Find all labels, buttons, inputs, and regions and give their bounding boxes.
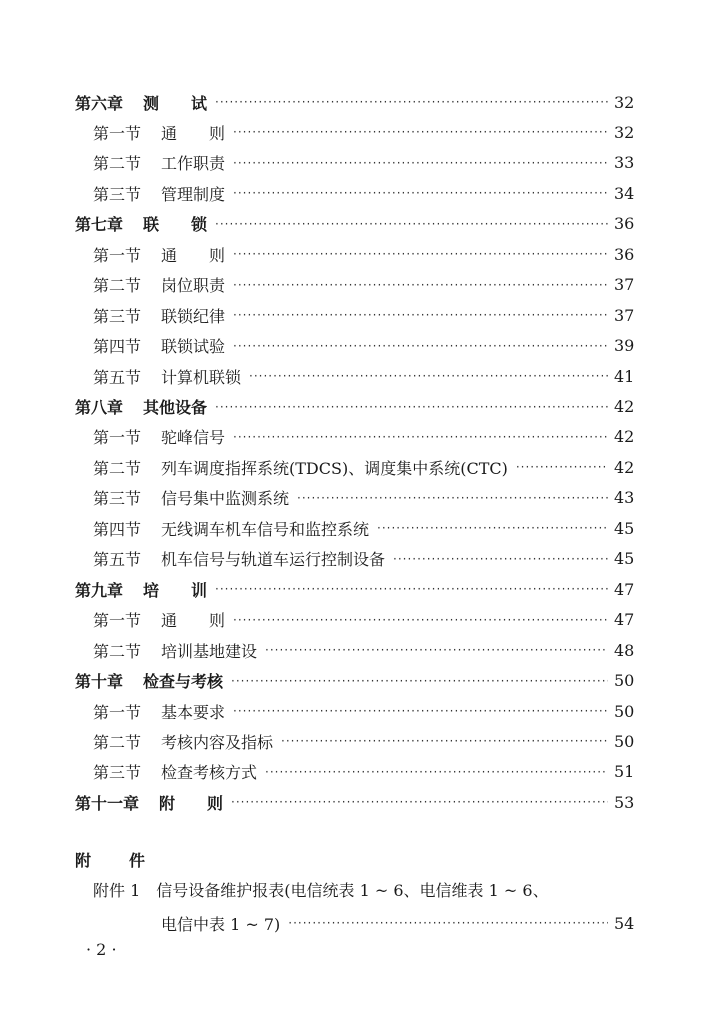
toc-entry-title: 驼峰信号 [161,428,226,448]
toc-entry-page: 37 [614,305,635,325]
toc-entry-page: 37 [614,275,635,295]
toc-entry-title: 附 则 [159,793,224,813]
toc-entry-label: 第一节 [93,123,142,143]
toc-section-row[interactable] [93,635,634,665]
toc-entry-label: 第五节 [93,550,142,570]
toc-entry-label: 第一节 [93,611,142,631]
toc-entry-label: 第四节 [93,519,142,539]
leader-dots [233,422,608,452]
toc-entry-title: 无线调车机车信号和监控系统 [161,519,370,539]
toc-entry-label: 第三节 [93,763,142,783]
toc-entry-label: 第二节 [93,458,142,478]
toc-entry-page: 41 [614,366,635,386]
toc-entry-label: 第二节 [93,732,142,752]
leader-dots [265,757,608,787]
toc-entry-title: 通 则 [161,123,226,143]
toc-section-row[interactable] [93,300,634,330]
toc-entry-label: 第九章 [75,580,124,600]
appendix-item-label: 附件 1 [93,881,141,900]
appendix-item-title-line1: 信号设备维护报表(电信统表 1 ~ 6、电信维表 1 ~ 6、 [156,881,549,900]
toc-entry-title: 通 则 [161,611,226,631]
leader-dots [233,117,608,147]
toc-entry-title: 培 训 [143,580,208,600]
toc-entry-title: 机车信号与轨道车运行控制设备 [161,550,386,570]
toc-entry-title: 检查考核方式 [161,763,258,783]
toc-section-row[interactable] [93,117,634,147]
leader-dots [288,908,608,938]
toc-entry-label: 第十一章 [75,793,140,813]
toc-section-row[interactable] [93,605,634,635]
toc-entry-page: 42 [614,397,635,416]
appendix-item-page: 54 [614,913,635,933]
toc-entry-label: 第六章 [75,93,124,113]
leader-dots [231,666,608,696]
toc-section-row[interactable] [93,361,634,391]
toc-entry-label: 第三节 [93,184,142,204]
toc-entry-page: 48 [614,640,635,660]
toc-entry-title: 其他设备 [143,398,208,417]
leader-dots [233,270,608,300]
toc-entry-page: 50 [614,731,635,751]
leader-dots [215,392,608,422]
toc-entry-label: 第四节 [93,337,142,357]
leader-dots [215,87,608,117]
toc-entry-label: 第七章 [75,215,124,235]
toc-entry-title: 测 试 [143,93,208,113]
toc-entry-page: 51 [614,762,635,782]
toc-entry-title: 列车调度指挥系统(TDCS)、调度集中系统(CTC) [161,458,508,478]
toc-entry-title: 检查与考核 [143,672,224,692]
toc-section-row[interactable] [93,270,634,300]
toc-entry-page: 34 [614,183,635,203]
toc-chapter-row[interactable] [75,87,634,117]
toc-entry-page: 42 [614,427,635,447]
leader-dots [233,696,608,726]
leader-dots [231,787,608,817]
toc-section-row[interactable] [93,483,634,513]
toc-entry-title: 工作职责 [161,154,226,174]
toc-section-row[interactable] [93,726,634,756]
leader-dots [215,574,608,604]
appendix-item-line1 [93,878,549,901]
toc-entry-title: 联锁试验 [161,337,226,357]
toc-entry-page: 43 [614,488,635,508]
toc-entry-page: 50 [614,701,635,721]
toc-entry-title: 基本要求 [161,702,226,722]
toc-entry-page: 45 [614,518,635,538]
toc-entry-label: 第三节 [93,306,142,326]
toc-entry-page: 47 [614,610,635,630]
toc-entry-label: 第三节 [93,489,142,509]
toc-entry-page: 32 [614,92,635,112]
toc-entry-page: 53 [614,792,635,812]
toc-entry-label: 第五节 [93,367,142,387]
toc-section-row[interactable] [93,544,634,574]
toc-chapter-row[interactable] [75,787,634,817]
toc-entry-page: 39 [614,336,635,356]
toc-entry-page: 42 [614,457,635,477]
leader-dots [233,605,608,635]
toc-section-row[interactable] [93,422,634,452]
toc-entry-title: 联锁纪律 [161,306,226,326]
toc-entry-label: 第二节 [93,276,142,296]
toc-section-row[interactable] [93,696,634,726]
toc-entry-label: 第八章 [75,398,124,417]
toc-section-row[interactable] [93,757,634,787]
toc-entry-title: 通 则 [161,245,226,265]
leader-dots [233,239,608,269]
leader-dots [233,331,608,361]
leader-dots [233,148,608,178]
toc-entry-label: 第一节 [93,245,142,265]
toc-chapter-row[interactable] [75,209,634,239]
leader-dots [281,726,608,756]
toc-entry-label: 第二节 [93,154,142,174]
toc-entry-page: 47 [614,579,635,599]
toc-entry-page: 36 [614,214,635,234]
toc-entry-title: 考核内容及指标 [161,732,274,752]
leader-dots [265,635,608,665]
toc-entry-page: 33 [614,153,635,173]
page-number: · 2 · [86,940,117,959]
toc-entry-page: 45 [614,549,635,569]
toc-section-row[interactable] [93,452,634,482]
leader-dots [233,300,608,330]
toc-section-row[interactable] [93,148,634,178]
toc-entry-label: 第十章 [75,672,124,692]
leader-dots [516,452,608,482]
toc-entry-title: 岗位职责 [161,276,226,296]
toc-chapter-row[interactable] [75,666,634,696]
toc-entry-label: 第一节 [93,428,142,448]
leader-dots [377,513,608,543]
leader-dots [393,544,608,574]
toc-section-row[interactable] [93,331,634,361]
toc-entry-title: 培训基地建设 [161,641,258,661]
toc-entry-page: 36 [614,244,635,264]
toc-section-row[interactable] [93,178,634,208]
toc-entry-title: 联 锁 [143,215,208,235]
appendix-item-title-line2: 电信中表 1 ~ 7) [161,914,281,934]
toc-entry-title: 计算机联锁 [161,367,242,387]
leader-dots [233,178,608,208]
toc-entry-title: 信号集中监测系统 [161,489,290,509]
leader-dots [297,483,608,513]
toc-entry-label: 第二节 [93,641,142,661]
toc-entry-page: 32 [614,122,635,142]
toc-entry-page: 50 [614,671,635,691]
appendix-item-line2[interactable] [161,908,634,938]
toc-chapter-row[interactable] [75,574,634,604]
leader-dots [249,361,608,391]
toc-entry-label: 第一节 [93,702,142,722]
leader-dots [215,209,608,239]
toc-section-row[interactable] [93,513,634,543]
toc-chapter-row[interactable] [75,392,634,422]
toc-entry-title: 管理制度 [161,184,226,204]
appendix-heading: 附 件 [75,851,148,870]
toc-section-row[interactable] [93,239,634,269]
